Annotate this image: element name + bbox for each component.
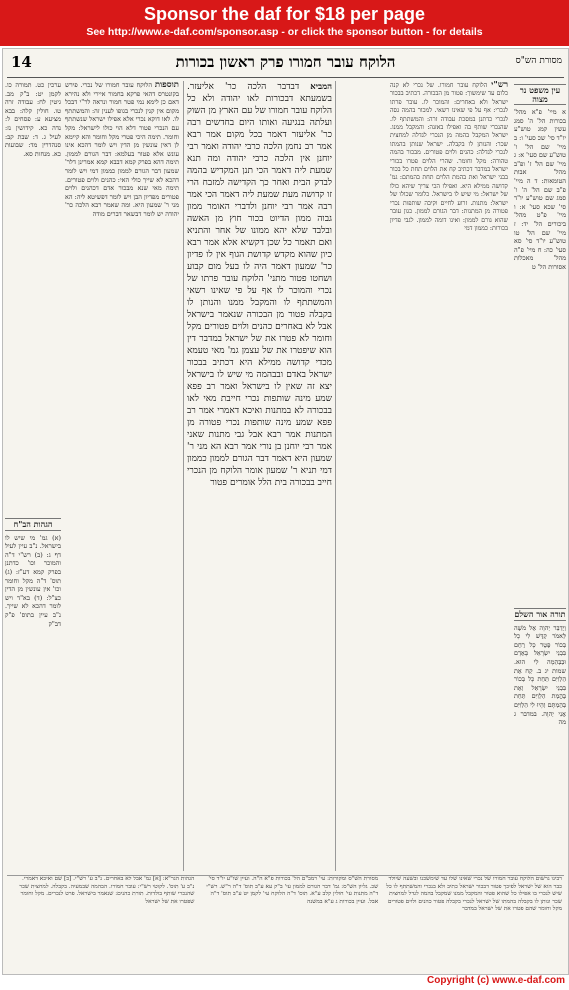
bottom-commentary-b: מסורת הש"ס ומקורות: עי' רמב"ם הל' בכורות פ"א ה"ה. ועיין שו"ע יו"ד סי' שכ. גליון הש"ס: גמ' דבר הגורם לממון עי' ב"ק עא ע"ב תוס' ד"ה ר"ש. רש"י ד"ה מתנות עי' חולין קלב ע"א. תוס' ד"ה הלוקח עי' לקמן יט ע"ב תוס' ד"ה אבל. ועיין בכורות ג ע"א במשנה (206, 876, 379, 905)
gemara-lead: המביא (310, 82, 332, 92)
ein-mishpat-title: עין משפט נר מצוה (514, 84, 566, 105)
masoret-heading: מסורת הש"ס (515, 56, 562, 66)
talmud-page (2, 48, 569, 975)
gemara-text: דבדבר הלכה כר' אליעזר. בשמעתא דבכורות לאו יהודה ולא כל הלוקח עובר חמורו של עם הארץ מן השוק ועלתה בנגיעה ואותו היום בחדשים רבה כר' אליעזר דאמר בכל מקום אמר רבא אמר רב נחמן הלכה כרבי יהודה ואמר רבי יוחנן אין הלכה כרבי יהודה ומה תנא שמעת ליה דאמר הכי תנן המקדיש בהמה לבדק הבית ואחר כך הקדישה למזבח הרי זו קדושה מעת שמעת ליה דאמר הכי אמר רבה אמר רבי יוחנן ולדברי האומר ממון גבוה ממון הדיוט בכור חוץ מן האשה ובלבד שלא יהא ממונו של אחר והתניא ואם תאמר כל שכן דקשיא אלא אמר רבא כיון שהוא מקדש קדושת הגוף אין לו פדיון כר' שמעון דאמר היה לו בעל מום קבוע ושחטו פטור מתני' הלוקח עובר פרתו של נכרי והמוכר לו אף על פי שאינו רשאי והמשתתף לו והמקבל ממנו והנותן לו בקבלה פטור מן הבכורה שנאמר בישראל אבל לא באחרים כהנים ולוים פטורים מקל וחומר לא פטרו את של ישראל במדבר דין הוא שיפטרו את של עצמן גמ' מאי טעמא מכדי קדושה ממילא היא דכתיב בבכור ישראל באדם ובבהמה מי שיש לו בישראל יצא זה שאין לו בישראל ואמר רב פפא שמע מינה שותפות נכרי חייבת מאי לאו בבכורה לא במתנות ואיכא דאמרי אמר רב פפא שמע מינה שותפות נכרי פטורה מן המתנות אמר רבא אבל גבי מתנות שאני אמר רבי יוחנן בן נורי אמר רבא הא מני ר' שמעון היא דאמר דבר הגורם לממון כממון דמי תניא ר' שמעון אומר הלוקח מן הנכרי חייב בבכורה בית הלל אומרים פטור (187, 82, 332, 488)
tosafot-column (65, 81, 179, 871)
sponsor-title[interactable]: Sponsor the daf for $18 per page (143, 4, 426, 24)
sponsor-banner[interactable] (0, 0, 569, 46)
hagahot-text: (א) גמ' מי שיש לו בישראל. נ"ב עיין לעיל דף ג: (ב) רש"י ד"ה והמוכר וכו' כדתנן בפרק קמא דע"ז: (ג) תוס' ד"ה מקל וחומר וכו' אין עונשין מן הדין כצ"ל: (ד) בא"ד ויש לומר דהכא לא שייך. נ"ב עיין בתוס' פ"ק דב"ק (5, 533, 61, 628)
page-header (3, 53, 568, 77)
torah-or-text: וַיְדַבֵּר יְהוָה אֶל מֹשֶׁה לֵּאמֹר קַדֶּשׁ לִי כָל בְּכוֹר פֶּטֶר כָּל רֶחֶם בִּבְנֵי יִשְׂרָאֵל בָּאָדָם וּבַבְּהֵמָה לִי הוּא. שמות יג ב. קַח אֶת הַלְוִיִּם תַּחַת כָּל בְּכוֹר בִּבְנֵי יִשְׂרָאֵל וְאֶת בֶּהֱמַת הַלְוִיִּם תַּחַת בְּהֶמְתָּם וְהָיוּ לִי הַלְוִיִּם אֲנִי יְהוָה. במדבר ג מה (514, 623, 566, 727)
header-divider (7, 77, 564, 78)
page-title: הלוקח עובר חמורו פרק ראשון בכורות (175, 53, 396, 71)
masoret-column (5, 81, 61, 511)
rashi-lead: רש"י (491, 81, 508, 90)
ein-mishpat-text: א מיי' פ"א מהל' בכורות הל' ה' סמג עשין קמג טוש"ע יו"ד סי' שכ סעי' ו: ב מיי' שם הל' ו' טוש"ע שם סעי' א: ג מיי' שם הל' ז' ופ"ב מהל' אבות הטומאות: ד ה מיי' פ"ב שם הל' ה' ו' סמג שם טוש"ע יו"ד סי' שכא סעי' א: ו מיי' פ"ט מהל' ביכורים הל' יד: ז מיי' שם הל' טו טוש"ע יו"ד סי' סא סעי' כה: ח מיי' פ"ה מהל' מאכלות אסורות הל' ט (514, 108, 566, 271)
copyright-link[interactable]: Copyright (c) www.e-daf.com (427, 975, 565, 986)
sponsor-link-text[interactable]: See http://www.e-daf.com/sponsor.asp - or click the sponsor button - for details (86, 26, 483, 38)
tosafot-text: הלוקח עובר חמורו של נכרי. פירש בקונטרס דהאי פרקא בחמור איירי ולא נהירא דאם כן לימא נמי פטר חמור ונראה לר"י דבכל מקום אין קנין לנכרי בגופו לענין זה: והמשתתף לו. לאו דוקא נכרי אלא אפילו ישראל שנשתתף עם הנכרי פטור דלא הוי כולו לישראל: מקל וחומר. תימה היכי פטרי מקל וחומר והא קיימא לן דאין עונשין מן הדין ויש לומר דהכא אינו עונש אלא פטור בעלמא: דבר הגורם לממון. תימה דהא בפרק קמא דבבא קמא אמרינן דלר' שמעון דבר הגורם לממון כממון דמי ויש לומר דהכא לא שייך כולי האי: כהנים ולוים פטורים. תימה מאי שנא מבכור אדם דכהנים ולוים פטורים מפדיון הבן ויש לומר דפשיטא ליה: הא מני ר' שמעון היא. ומה שאמר רבא הלכה כר' יהודה יש לומר דבשאר דברים מודה (65, 81, 179, 218)
bottom-commentary-a: רבינו גרשום הלוקח עובר חמורו של נכרי שאינו שלו עד שימשכנו ובשעה שיולד כבר הוא של ישראל לפיכך פטור דבכור ישראל כתיב ולא בנכרי והמשתתף לו כל שיש לנכרי בו אפילו כל שהוא פטור והמקבל ממנו שמקבל בהמה לגדל למחצית שכר ונותן לו בקבלה בהמתו של ישראל לנכרי בקבלה פטור כהנים ולוים פטורים מקל וחומר שהם פטרו את של ישראל במדבר (386, 876, 562, 913)
masoret-text: ערכין כט. תמורה כו. לקמן יט: ב"ק מב. גיטין לח: עבודה זרה טו. חולין קלה: בבא מציעא ע: פסחים ל: נדה כא. קידושין נז: לעיל ג. ד: שבת קב: סנהדרין מד: שבועות כא. מנחות סא. (5, 81, 61, 158)
torah-or-column (514, 605, 566, 870)
hagahot-title: הגהות הב"ח (5, 518, 61, 531)
rashi-column (390, 81, 508, 871)
page-number: 14 (11, 53, 32, 71)
bottom-commentary (7, 875, 564, 971)
bottom-commentary-c: הגהות הגר"א: [א] גמ' אבל לא באחרים. נ"ב ע' רש"י. [ב] שם ואיכא דאמרי. נ"ב ע' תוס'. לקוטי רש"י: עובר חמורו. הבהמה שבמעיה. בקבלה. למחצית שכר שהנכרי שותף בולדות. תורת כהנים: שנאמר בישראל. פרט לנכרים. מקל וחומר שפטרו את של ישראל (19, 876, 195, 905)
torah-or-title: תורה אור השלם (514, 609, 566, 619)
rashi-text: הלוקח עובר חמורו. של נכרי לא קנה כלום עד שימשוך: פטור מן הבכורה. דכתיב בבכור ישראל ולא באחרים: והמוכר לו. עובר פרתו לנכרי: אף על פי שאינו רשאי. למכור בהמה גסה לנכרי כדתנן במסכת עבודה זרה: והמשתתף לו. שהנכרי שותף בה ואפילו באזנה: והמקבל ממנו. ישראל המקבל בהמה מן הנכרי לגדלה למחצית שכר: והנותן לו בקבלה. ישראל שנותן בהמתו לנכרי לגדלה: כהנים ולוים פטורים. מבכור בהמה טהורה: מקל וחומר. שהרי הלוים פטרו בכורי ישראל במדבר דכתיב קח את הלוים תחת כל בכור בבני ישראל ואת בהמת הלוים תחת בהמתם: גמ' קדושה ממילא היא. ואפילו הכי צריך שיהא כולו של ישראל: מי שיש לו בישראל. כלומר שכולו של ישראל: מתנות. זרוע לחיים וקיבה שותפות נכרי פטורה מן המתנות: דבר הגורם לממון. כגון עובר שהוא גורם לממון: ואינו דומה לממון. לגבי פדיון בכורות: כממון דמי (390, 82, 508, 232)
hagahot-column (5, 515, 61, 870)
tosafot-lead: תוספות (154, 81, 179, 90)
ein-mishpat-column (514, 81, 566, 601)
gemara-column (183, 81, 336, 871)
